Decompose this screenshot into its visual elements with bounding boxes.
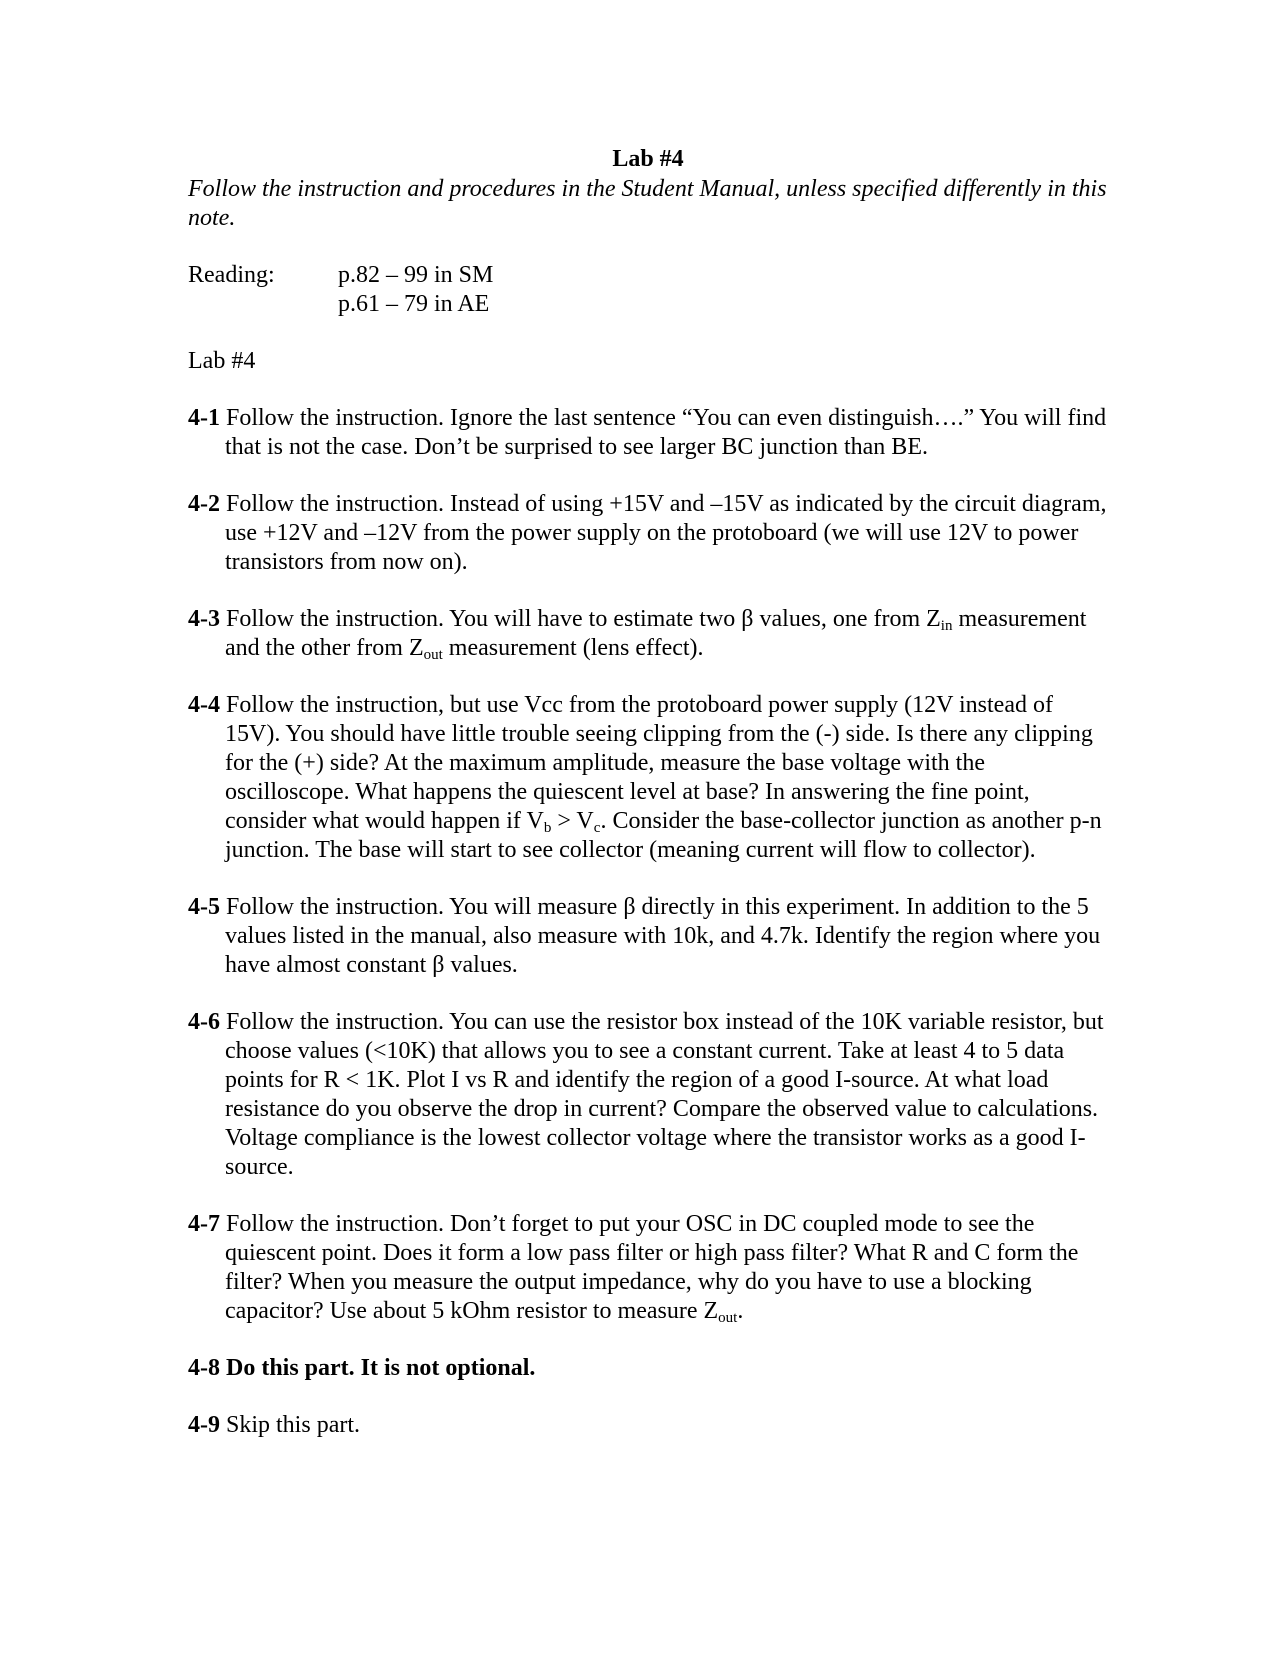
item-text: Follow the instruction. You will measure β directly in this experiment. In addition to the 5 values listed in the manual, also measure with 10k, and 4.7k. Identify the region where you have almost constant β values.: [220, 894, 1101, 978]
item-text: Do this part. It is not optional.: [220, 1355, 536, 1381]
document-page: [188, 145, 1108, 1440]
subscript: out: [718, 1310, 738, 1326]
lab-item-4-6: [188, 1008, 1108, 1182]
item-text: Follow the instruction, but use Vcc from the protoboard power supply (12V instead of 15V). You should have little trouble seeing clipping from the (-) side. Is there any clipping for the (+) side? At the maximum amplitude, measure the base voltage with the oscilloscope. What happens the quiescent level at base? In answering the fine point, consider what would happen if V: [220, 692, 1093, 834]
item-text: Skip this part.: [220, 1412, 361, 1438]
subscript: c: [593, 820, 601, 836]
item-text: > V: [551, 808, 594, 834]
subscript: b: [543, 820, 552, 836]
lab-item-4-1: [188, 404, 1108, 462]
item-text: Follow the instruction. Ignore the last sentence “You can even distinguish….” You will find that is not the case. Don’t be surprised to see larger BC junction than BE.: [220, 405, 1107, 460]
item-text: Follow the instruction. Instead of using +15V and –15V as indicated by the circuit diagram, use +12V and –12V from the power supply on the protoboard (we will use 12V to power transistors from now on).: [220, 491, 1107, 575]
subscript: out: [423, 647, 443, 663]
item-number: 4-9: [188, 1412, 220, 1438]
lab-item-4-8: [188, 1354, 1108, 1383]
item-text: Follow the instruction. Don’t forget to put your OSC in DC coupled mode to see the quiescent point. Does it form a low pass filter or high pass filter? What R and C form the filter? When you measure the output impedance, why do you have to use a blocking capacitor? Use about 5 kOhm resistor to measure Z: [220, 1211, 1079, 1324]
item-text: Follow the instruction. You can use the resistor box instead of the 10K variable resistor, but choose values (<10K) that allows you to see a constant current. Take at least 4 to 5 data points for R < 1K. Plot I vs R and identify the region of a good I-source. At what load resistance do you observe the drop in current? Compare the observed value to calculations. Voltage compliance is the lowest collector voltage where the transistor works as a good I-source.: [220, 1009, 1104, 1180]
item-number: 4-4: [188, 692, 220, 718]
lab-item-4-3: [188, 605, 1108, 663]
reading-label: Reading:: [188, 262, 275, 288]
item-number: 4-1: [188, 405, 220, 431]
reading-item: p.82 – 99 in SM: [338, 262, 494, 288]
item-number: 4-3: [188, 606, 220, 632]
item-number: 4-6: [188, 1009, 220, 1035]
lab-item-4-4: [188, 691, 1108, 865]
reading-block: [188, 261, 1108, 319]
lab-item-4-5: [188, 893, 1108, 980]
reading-list: [338, 261, 493, 319]
item-text: Follow the instruction. You will have to estimate two β values, one from Z: [220, 606, 941, 632]
lab-item-4-2: [188, 490, 1108, 577]
item-text: measurement and the other from Z: [225, 606, 1087, 661]
reading-item: p.61 – 79 in AE: [338, 291, 490, 317]
page-title: Lab #4: [612, 146, 684, 172]
item-number: 4-5: [188, 894, 220, 920]
intro-note: Follow the instruction and procedures in the Student Manual, unless specified differently in this note.: [188, 176, 1107, 231]
item-number: 4-8: [188, 1355, 220, 1381]
item-number: 4-7: [188, 1211, 220, 1237]
subscript: in: [940, 618, 953, 634]
item-text: measurement (lens effect).: [442, 635, 704, 661]
section-heading: Lab #4: [188, 348, 256, 374]
item-number: 4-2: [188, 491, 220, 517]
item-text: .: [737, 1298, 744, 1324]
lab-item-4-7: [188, 1210, 1108, 1326]
item-text: . Consider the base-collector junction as another p-n junction. The base will start to see collector (meaning current will flow to collector).: [225, 808, 1102, 863]
lab-item-4-9: [188, 1411, 1108, 1440]
